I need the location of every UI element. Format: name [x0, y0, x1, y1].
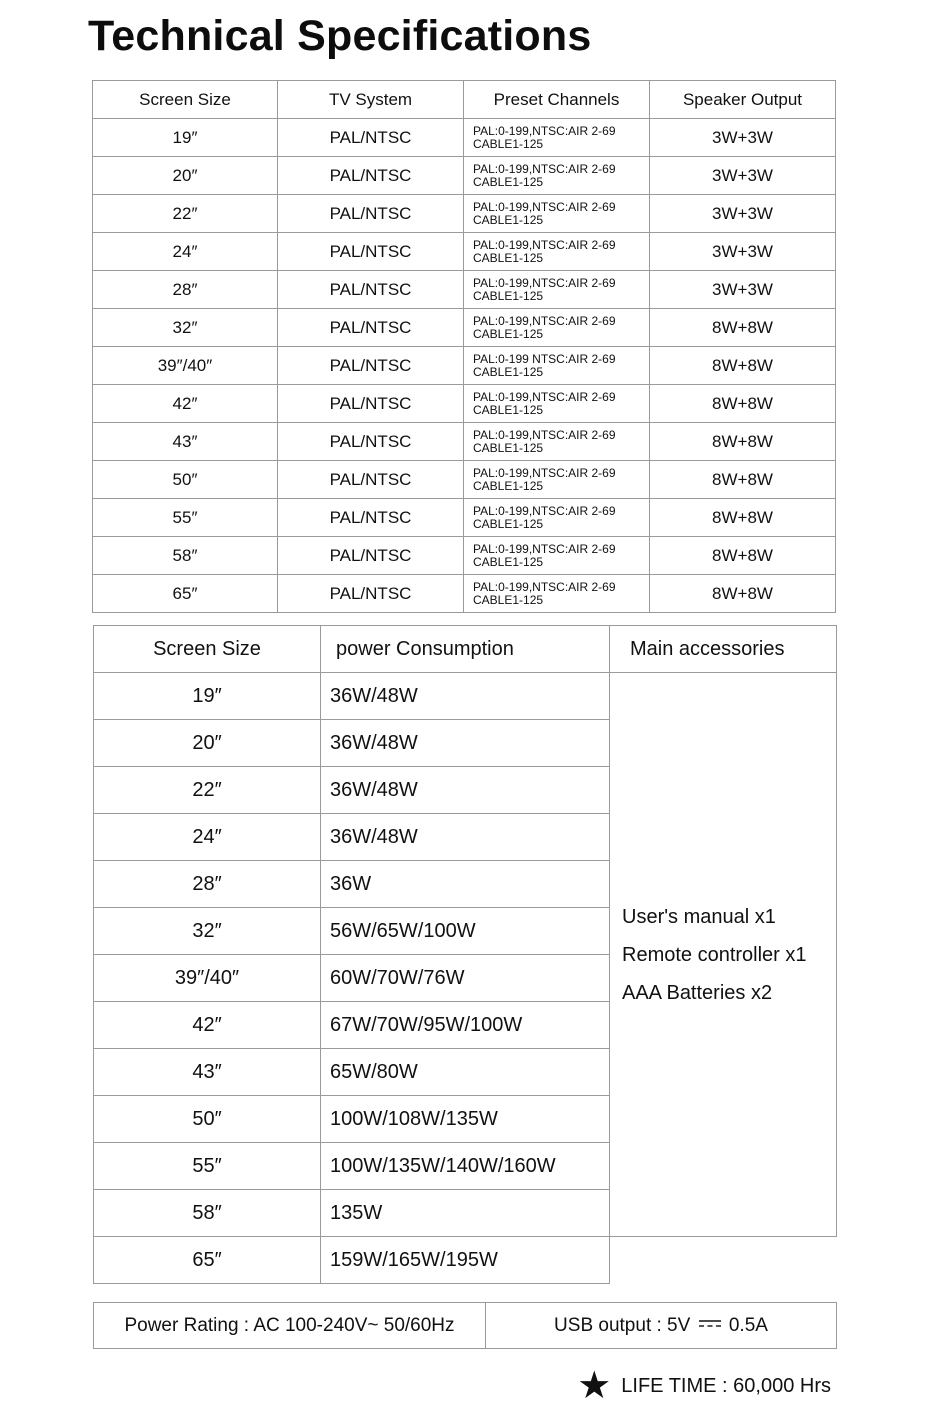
channel-line: CABLE1-125	[473, 516, 544, 531]
header-screen-size: Screen Size	[93, 81, 278, 119]
cell-power-consumption: 36W	[321, 861, 610, 908]
channel-line: CABLE1-125	[473, 174, 544, 189]
cell-tv-system: PAL/NTSC	[278, 195, 464, 233]
cell-screen-size: 22″	[93, 195, 278, 233]
cell-preset-channels	[464, 119, 650, 157]
accessory-item: User's manual x1	[622, 905, 776, 928]
cell-speaker-output: 8W+8W	[650, 309, 836, 347]
channel-line: PAL:0-199,NTSC:AIR 2-69	[473, 389, 616, 404]
channel-line: CABLE1-125	[473, 250, 544, 265]
cell-screen-size: 42″	[93, 385, 278, 423]
channel-line: CABLE1-125	[473, 136, 544, 151]
cell-power-consumption: 100W/135W/140W/160W	[321, 1143, 610, 1190]
channel-line: PAL:0-199,NTSC:AIR 2-69	[473, 503, 616, 518]
cell-screen-size: 20″	[94, 720, 321, 767]
table-row	[93, 461, 836, 499]
cell-screen-size: 42″	[94, 1002, 321, 1049]
channel-line: PAL:0-199,NTSC:AIR 2-69	[473, 579, 616, 594]
power-rating: Power Rating : AC 100-240V~ 50/60Hz	[94, 1303, 486, 1349]
cell-power-consumption: 159W/165W/195W	[321, 1237, 610, 1284]
cell-tv-system: PAL/NTSC	[278, 347, 464, 385]
cell-main-accessories	[610, 673, 837, 1237]
cell-speaker-output: 8W+8W	[650, 499, 836, 537]
cell-speaker-output: 3W+3W	[650, 119, 836, 157]
cell-screen-size: 22″	[94, 767, 321, 814]
header-screen-size: Screen Size	[94, 626, 321, 673]
accessory-item: Remote controller x1	[622, 943, 807, 966]
table-row	[93, 119, 836, 157]
cell-screen-size: 28″	[93, 271, 278, 309]
channel-line: PAL:0-199 NTSC:AIR 2-69	[473, 351, 616, 366]
spec-table-tv-system	[92, 80, 836, 613]
cell-power-consumption: 36W/48W	[321, 814, 610, 861]
header-tv-system: TV System	[278, 81, 464, 119]
cell-preset-channels	[464, 537, 650, 575]
cell-screen-size: 50″	[94, 1096, 321, 1143]
cell-preset-channels	[464, 499, 650, 537]
table-row	[93, 309, 836, 347]
cell-screen-size: 50″	[93, 461, 278, 499]
usb-output-suffix: 0.5A	[728, 1314, 768, 1336]
cell-speaker-output: 8W+8W	[650, 347, 836, 385]
channel-line: CABLE1-125	[473, 554, 544, 569]
cell-screen-size: 39″/40″	[93, 347, 278, 385]
channel-line: CABLE1-125	[473, 440, 544, 455]
cell-screen-size: 19″	[93, 119, 278, 157]
cell-screen-size: 55″	[94, 1143, 321, 1190]
channel-line: CABLE1-125	[473, 364, 544, 379]
channel-line: PAL:0-199,NTSC:AIR 2-69	[473, 427, 616, 442]
rating-row	[94, 1303, 837, 1349]
channel-line: PAL:0-199,NTSC:AIR 2-69	[473, 199, 616, 214]
cell-tv-system: PAL/NTSC	[278, 575, 464, 613]
cell-power-consumption: 36W/48W	[321, 673, 610, 720]
page-title: Technical Specifications	[88, 12, 592, 60]
cell-preset-channels	[464, 309, 650, 347]
cell-tv-system: PAL/NTSC	[278, 309, 464, 347]
cell-power-consumption: 65W/80W	[321, 1049, 610, 1096]
cell-power-consumption: 67W/70W/95W/100W	[321, 1002, 610, 1049]
lifetime-text: LIFE TIME : 60,000 Hrs	[621, 1374, 831, 1397]
power-table-header-row	[94, 626, 837, 673]
cell-speaker-output: 8W+8W	[650, 461, 836, 499]
cell-power-consumption: 100W/108W/135W	[321, 1096, 610, 1143]
header-main-accessories: Main accessories	[610, 626, 837, 673]
table-row	[93, 271, 836, 309]
cell-speaker-output: 3W+3W	[650, 271, 836, 309]
cell-screen-size: 43″	[93, 423, 278, 461]
table-row	[93, 347, 836, 385]
channel-line: CABLE1-125	[473, 478, 544, 493]
cell-preset-channels	[464, 233, 650, 271]
spec-table-header-row	[93, 81, 836, 119]
rating-table	[93, 1302, 837, 1349]
table-row	[93, 157, 836, 195]
channel-line: CABLE1-125	[473, 326, 544, 341]
table-row	[93, 385, 836, 423]
star-icon: ★	[577, 1365, 612, 1407]
channel-line: PAL:0-199,NTSC:AIR 2-69	[473, 237, 616, 252]
cell-tv-system: PAL/NTSC	[278, 233, 464, 271]
dc-current-icon	[699, 1319, 721, 1328]
cell-preset-channels	[464, 157, 650, 195]
cell-tv-system: PAL/NTSC	[278, 461, 464, 499]
cell-speaker-output: 8W+8W	[650, 385, 836, 423]
cell-screen-size: 58″	[94, 1190, 321, 1237]
cell-power-consumption: 56W/65W/100W	[321, 908, 610, 955]
spec-table-power	[93, 625, 837, 1284]
channel-line: PAL:0-199,NTSC:AIR 2-69	[473, 161, 616, 176]
cell-preset-channels	[464, 271, 650, 309]
table-row	[93, 195, 836, 233]
cell-power-consumption: 36W/48W	[321, 767, 610, 814]
cell-power-consumption: 60W/70W/76W	[321, 955, 610, 1002]
cell-speaker-output: 8W+8W	[650, 537, 836, 575]
header-preset-channels: Preset Channels	[464, 81, 650, 119]
usb-output-prefix: USB output : 5V	[554, 1314, 691, 1336]
channel-line: PAL:0-199,NTSC:AIR 2-69	[473, 541, 616, 556]
cell-screen-size: 20″	[93, 157, 278, 195]
cell-speaker-output: 3W+3W	[650, 157, 836, 195]
channel-line: PAL:0-199,NTSC:AIR 2-69	[473, 275, 616, 290]
table-row	[93, 537, 836, 575]
cell-screen-size: 19″	[94, 673, 321, 720]
channel-line: CABLE1-125	[473, 592, 544, 607]
cell-tv-system: PAL/NTSC	[278, 119, 464, 157]
cell-power-consumption: 36W/48W	[321, 720, 610, 767]
channel-line: PAL:0-199,NTSC:AIR 2-69	[473, 313, 616, 328]
channel-line: CABLE1-125	[473, 288, 544, 303]
channel-line: CABLE1-125	[473, 212, 544, 227]
header-speaker-output: Speaker Output	[650, 81, 836, 119]
cell-screen-size: 58″	[93, 537, 278, 575]
cell-screen-size: 39″/40″	[94, 955, 321, 1002]
table-row	[94, 673, 837, 720]
cell-screen-size: 65″	[94, 1237, 321, 1284]
cell-tv-system: PAL/NTSC	[278, 537, 464, 575]
table-row	[93, 499, 836, 537]
cell-power-consumption: 135W	[321, 1190, 610, 1237]
cell-screen-size: 28″	[94, 861, 321, 908]
cell-screen-size: 32″	[94, 908, 321, 955]
empty-cell	[610, 1237, 837, 1284]
table-row	[93, 233, 836, 271]
lifetime-note	[577, 1366, 831, 1406]
cell-speaker-output: 3W+3W	[650, 195, 836, 233]
cell-tv-system: PAL/NTSC	[278, 423, 464, 461]
accessory-item: AAA Batteries x2	[622, 981, 773, 1004]
cell-screen-size: 55″	[93, 499, 278, 537]
cell-tv-system: PAL/NTSC	[278, 271, 464, 309]
cell-tv-system: PAL/NTSC	[278, 499, 464, 537]
cell-screen-size: 43″	[94, 1049, 321, 1096]
cell-preset-channels	[464, 195, 650, 233]
cell-speaker-output: 8W+8W	[650, 423, 836, 461]
channel-line: CABLE1-125	[473, 402, 544, 417]
cell-screen-size: 24″	[94, 814, 321, 861]
cell-tv-system: PAL/NTSC	[278, 385, 464, 423]
cell-speaker-output: 8W+8W	[650, 575, 836, 613]
cell-preset-channels	[464, 347, 650, 385]
cell-preset-channels	[464, 461, 650, 499]
cell-screen-size: 65″	[93, 575, 278, 613]
cell-screen-size: 24″	[93, 233, 278, 271]
usb-output	[486, 1303, 837, 1349]
channel-line: PAL:0-199,NTSC:AIR 2-69	[473, 123, 616, 138]
cell-speaker-output: 3W+3W	[650, 233, 836, 271]
header-power-consumption: power Consumption	[321, 626, 610, 673]
cell-preset-channels	[464, 423, 650, 461]
table-row	[94, 1237, 837, 1284]
table-row	[93, 423, 836, 461]
cell-preset-channels	[464, 575, 650, 613]
table-row	[93, 575, 836, 613]
cell-tv-system: PAL/NTSC	[278, 157, 464, 195]
cell-preset-channels	[464, 385, 650, 423]
cell-screen-size: 32″	[93, 309, 278, 347]
channel-line: PAL:0-199,NTSC:AIR 2-69	[473, 465, 616, 480]
